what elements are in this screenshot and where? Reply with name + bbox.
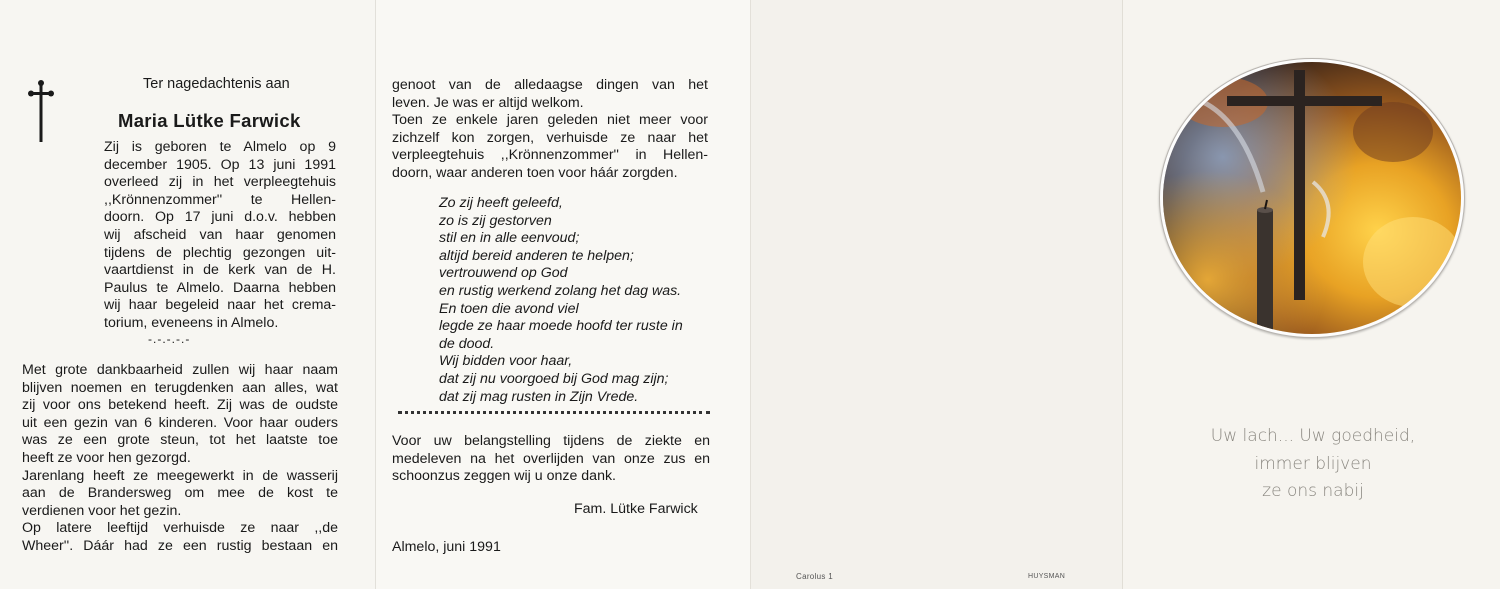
text-line: Paulus te Almelo. Daarna hebben xyxy=(104,279,336,296)
gratitude-paragraph xyxy=(22,362,338,556)
continued-paragraph xyxy=(392,77,708,183)
candle-cross-photo-icon xyxy=(1163,62,1461,334)
text-line: ,,Krönnenzommer'' te Hellen- xyxy=(104,191,336,208)
text-line: was ze een grote steun, tot het laatste toe xyxy=(22,432,338,449)
panel-back-blank xyxy=(750,0,1122,589)
poem-line: Zo zij heeft geleefd, xyxy=(439,195,563,211)
printer-name: HUYSMAN xyxy=(1028,573,1066,580)
text-line: Jarenlang heeft ze meegewerkt in de wasserij xyxy=(22,467,338,484)
poem-line: Wij bidden voor haar, xyxy=(439,353,573,370)
thanks-paragraph xyxy=(392,433,710,486)
series-code: Carolus 1 xyxy=(796,572,833,581)
poem-line: de dood. xyxy=(439,335,495,352)
quote-line: ze ons nabij xyxy=(1262,481,1364,501)
text-line: blijven noemen en terugdenken aan alles, wat xyxy=(22,379,338,396)
text-line: Voor uw belangstelling tijdens de ziekte en xyxy=(392,433,710,449)
text-line: zichzelf kon zorgen, verhuisde ze naar het xyxy=(392,129,708,146)
biography-paragraph xyxy=(104,139,336,333)
text-line: medeleven na het overlijden van onze zus en xyxy=(392,450,710,467)
cover-quote xyxy=(1200,423,1426,506)
poem-line: vertrouwend op God xyxy=(439,265,568,282)
poem-line: dat zij mag rusten in Zijn Vrede. xyxy=(439,388,639,405)
text-line: Wheer''. Dáár had ze een rustig bestaan en xyxy=(22,537,338,554)
place-date: Almelo, juni 1991 xyxy=(392,539,501,555)
text-line: Met grote dankbaarheid zullen wij haar naam xyxy=(22,362,338,378)
text-line: wij haar begeleid naar het crema- xyxy=(104,297,336,314)
text-line: verpleegtehuis ,,Krönnenzommer'' in Hellen- xyxy=(392,147,708,164)
text-line: verdienen voor het gezin. xyxy=(22,502,182,519)
cross-icon xyxy=(27,78,55,142)
poem-line: En toen die avond viel xyxy=(439,300,579,317)
poem-line: zo is zij gestorven xyxy=(439,212,552,229)
text-line: doorn. Op 17 juni d.o.v. hebben xyxy=(104,209,336,226)
text-line: schoonzus zeggen wij u onze dank. xyxy=(392,468,616,485)
quote-line: Uw lach... Uw goedheid, xyxy=(1210,426,1416,446)
text-line: heeft ze voor hen gezorgd. xyxy=(22,449,191,466)
text-line: torium, eveneens in Almelo. xyxy=(104,314,279,331)
quote-line: immer blijven xyxy=(1254,453,1372,474)
poem-line: stil en in alle eenvoud; xyxy=(439,230,580,247)
text-line: aan de Brandersweg om mee de kost te xyxy=(22,485,338,502)
text-line: overleed zij in het verpleegtehuis xyxy=(104,174,336,191)
text-line: Op latere leeftijd verhuisde ze naar ,,de xyxy=(22,520,338,537)
text-line: uit een gezin van 6 kinderen. Voor haar ouders xyxy=(22,414,338,431)
text-line: genoot van de alledaagse dingen van het xyxy=(392,77,708,93)
text-line: december 1905. Op 13 juni 1991 xyxy=(104,156,336,173)
text-line: doorn, waar anderen toen voor háár zorgden. xyxy=(392,164,678,181)
family-signature: Fam. Lütke Farwick xyxy=(574,501,698,517)
in-memory-heading: Ter nagedachtenis aan xyxy=(143,76,290,92)
poem-line: legde ze haar moede hoofd ter ruste in xyxy=(439,318,683,335)
text-line: leven. Je was er altijd welkom. xyxy=(392,94,584,111)
section-divider: -.-.-.-.- xyxy=(148,332,191,346)
text-line: Toen ze enkele jaren geleden niet meer voor xyxy=(392,112,708,129)
text-line: zij voor ons betekend heeft. Zij was de oudste xyxy=(22,397,338,414)
memorial-poem xyxy=(439,195,683,406)
poem-line: altijd bereid anderen te helpen; xyxy=(439,247,634,264)
text-line: Zij is geboren te Almelo op 9 xyxy=(104,139,336,155)
text-line: vaartdienst in de kerk van de H. xyxy=(104,262,336,279)
dotted-divider xyxy=(398,411,710,414)
text-line: tijdens de plechtig gezongen uit- xyxy=(104,244,336,261)
deceased-name: Maria Lütke Farwick xyxy=(118,110,301,131)
poem-line: dat zij nu voorgoed bij God mag zijn; xyxy=(439,370,669,387)
text-line: wij afscheid van haar genomen xyxy=(104,226,336,243)
poem-line: en rustig werkend zolang het dag was. xyxy=(439,282,682,299)
